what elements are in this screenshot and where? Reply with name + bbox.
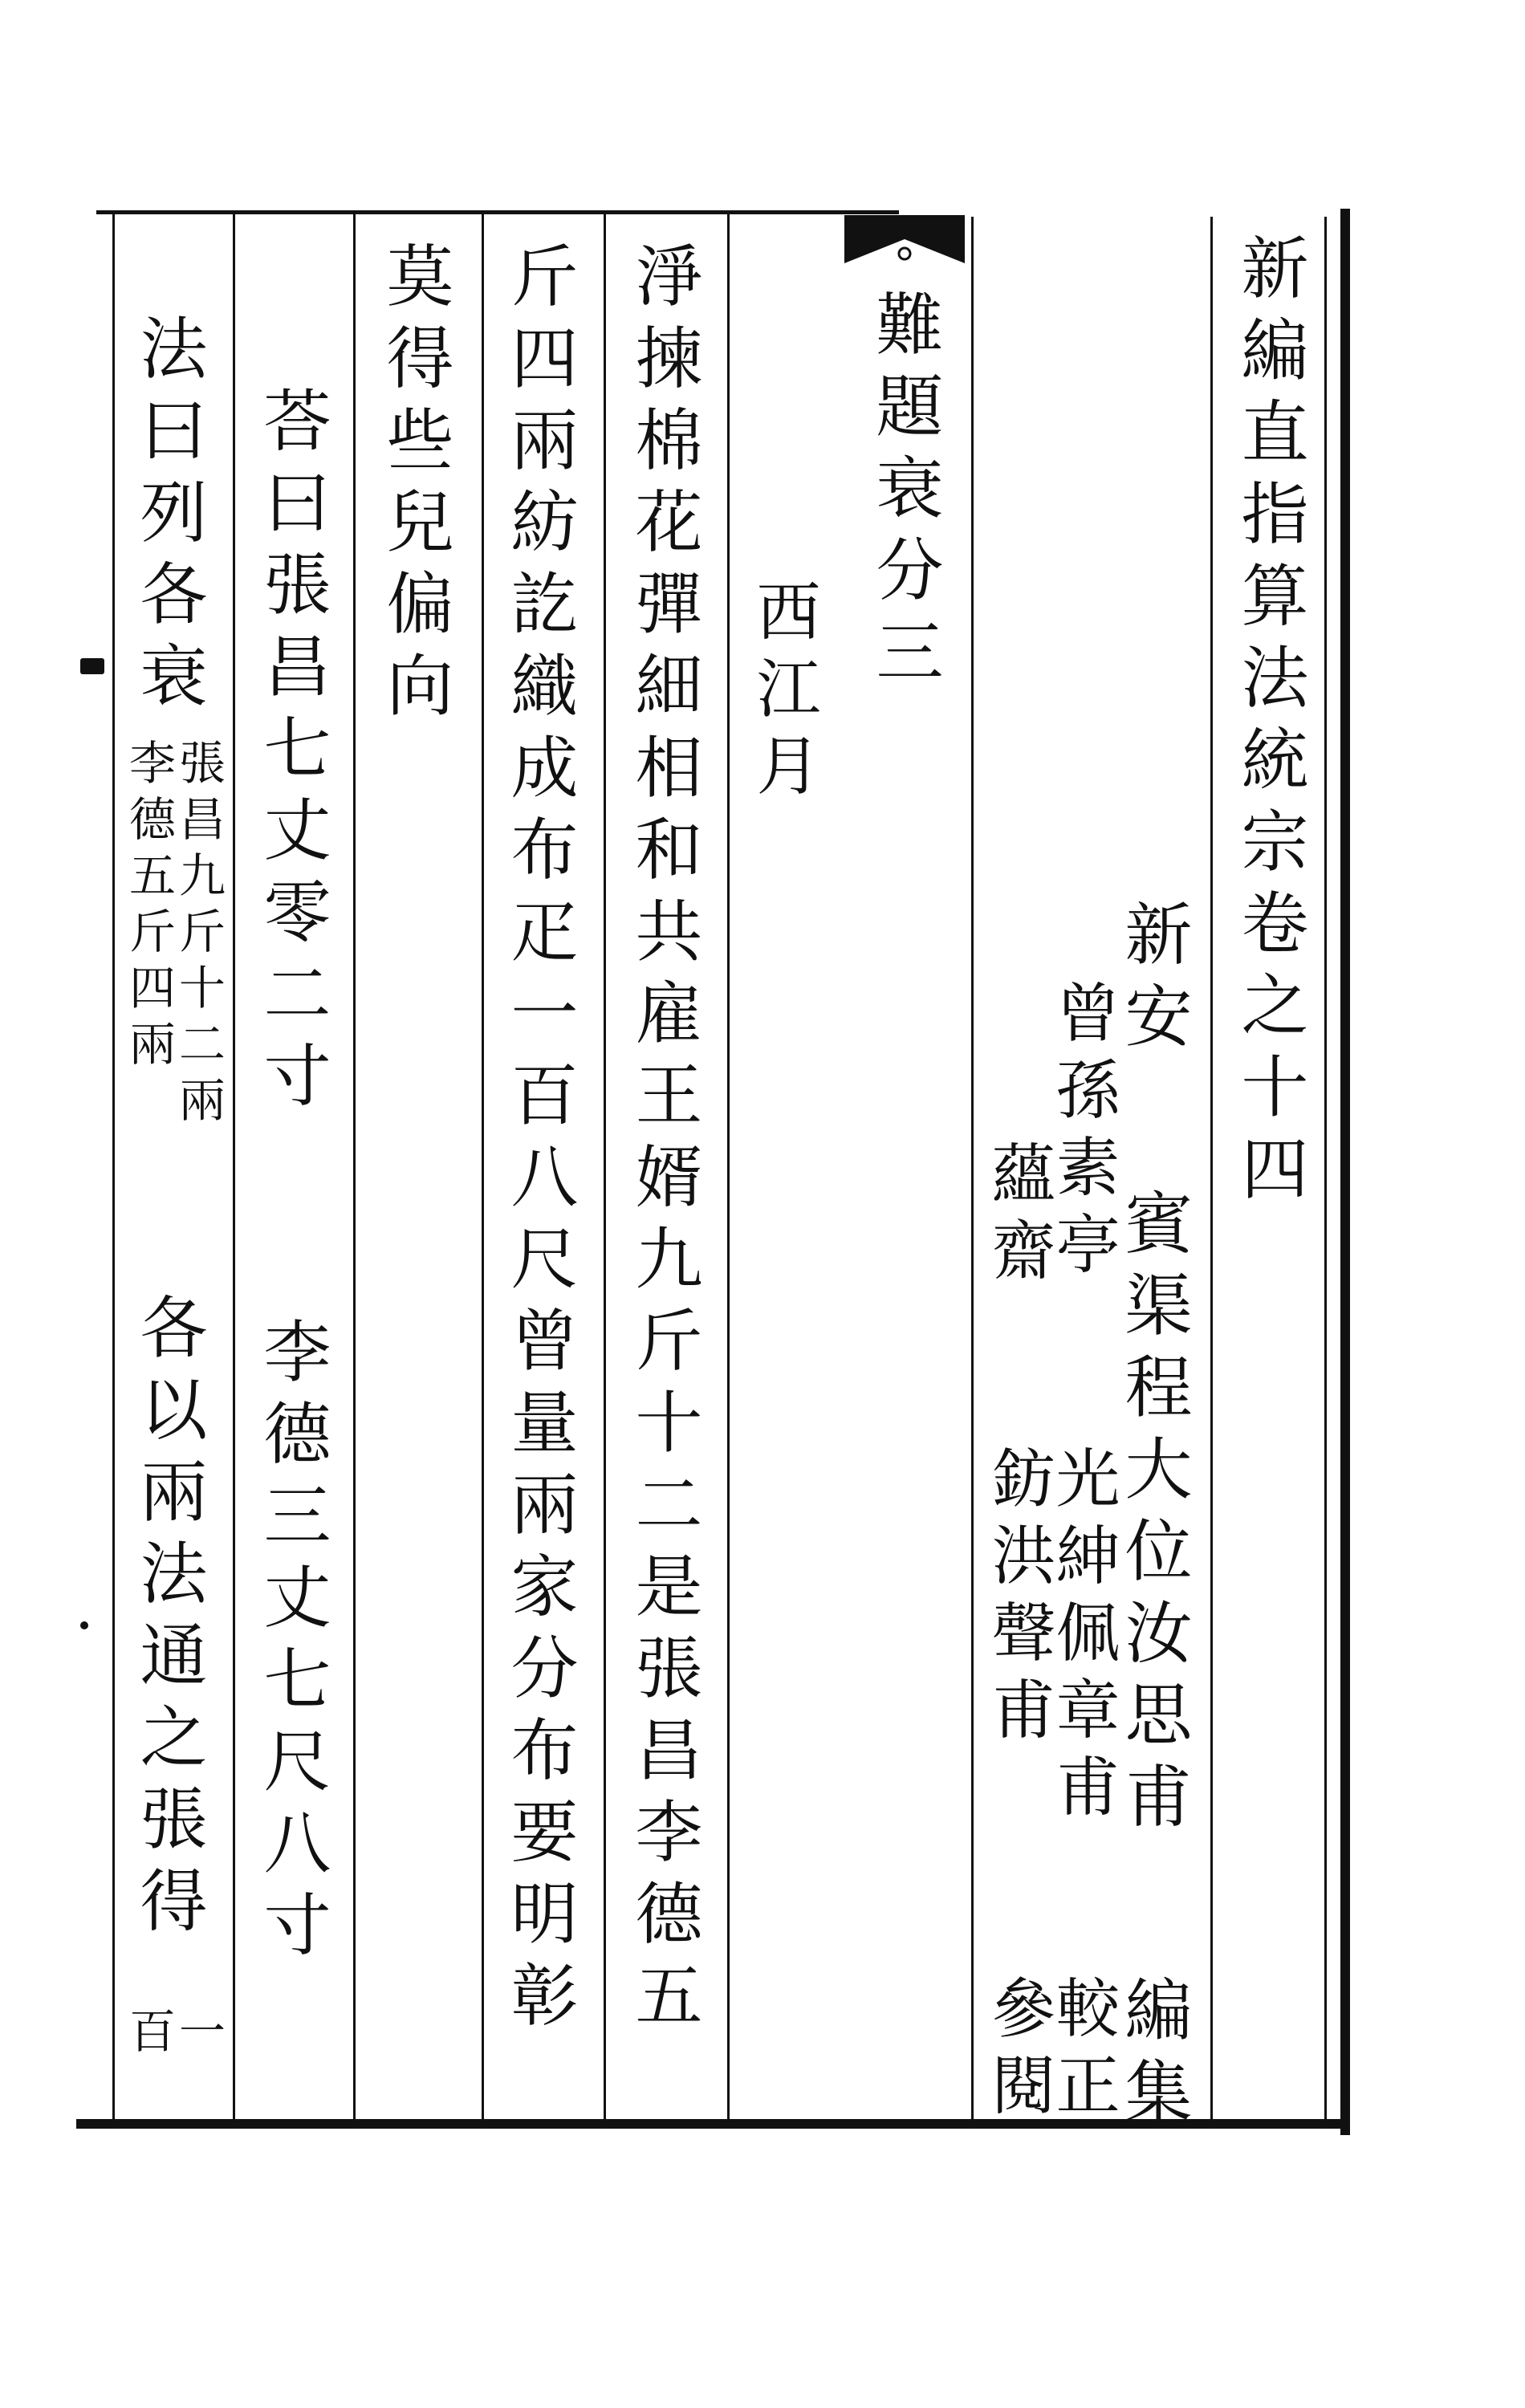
frame-border-right-inner [1324,217,1327,2127]
method-note-end-2: 百 [121,2007,176,2063]
compiler-origin: 新安 [1114,899,1193,1063]
proofreader-1: 曾孫素亭 [1045,979,1120,1287]
proofreader-2: 蘊齋 [981,1140,1055,1294]
column-divider [353,210,356,2119]
proofreader-1-role: 較正 [1045,1975,1120,2129]
fishtail-mark-icon [844,215,965,271]
problem-line-2: 斤四兩紡訖織成布疋一百八尺曾量兩家分布要明彰 [500,241,579,2042]
verse-form-label: 西江月 [746,578,820,809]
ink-dot [80,658,104,674]
proofreader-2-name: 鈁洪聲甫 [981,1445,1055,1753]
frame-border-top [96,210,899,214]
method-note-end-1: 一 [171,2007,226,2063]
answer-zhang: 荅曰張昌七丈零二寸 [253,385,331,1122]
method-note-li: 李德五斤四兩 [121,738,176,1076]
proofreader-1-name: 光紳佩章甫 [1045,1445,1120,1830]
column-divider [233,210,235,2119]
volume-title: 新編直指算法統宗卷之十四 [1230,233,1309,1215]
compiler-role: 編集 [1114,1975,1193,2138]
section-title: 難題衰分三 [865,289,944,698]
column-divider [482,210,484,2119]
proofreader-2-role: 參閱 [981,1975,1055,2129]
problem-line-1: 淨揀棉花彈細相和共雇王婿九斤十二是張昌李德五 [624,241,703,2042]
column-divider [604,210,606,2119]
method-intro: 法曰列各衰 [129,313,208,722]
column-divider [112,210,115,2119]
column-divider [727,210,730,2119]
frame-border-right [1340,209,1350,2135]
compiler-name: 賓渠程大位汝思甫 [1114,1188,1193,1843]
column-divider [971,217,974,2119]
problem-line-3: 莫得些兒偏向 [376,241,454,732]
column-divider [1210,217,1213,2119]
answer-li: 李德三丈七尺八寸 [253,1316,331,1971]
method-note-zhang: 張昌九斤十二兩 [171,738,226,1132]
ink-dot [80,1621,88,1629]
method-continuation: 各以兩法通之張得 [129,1292,208,1947]
